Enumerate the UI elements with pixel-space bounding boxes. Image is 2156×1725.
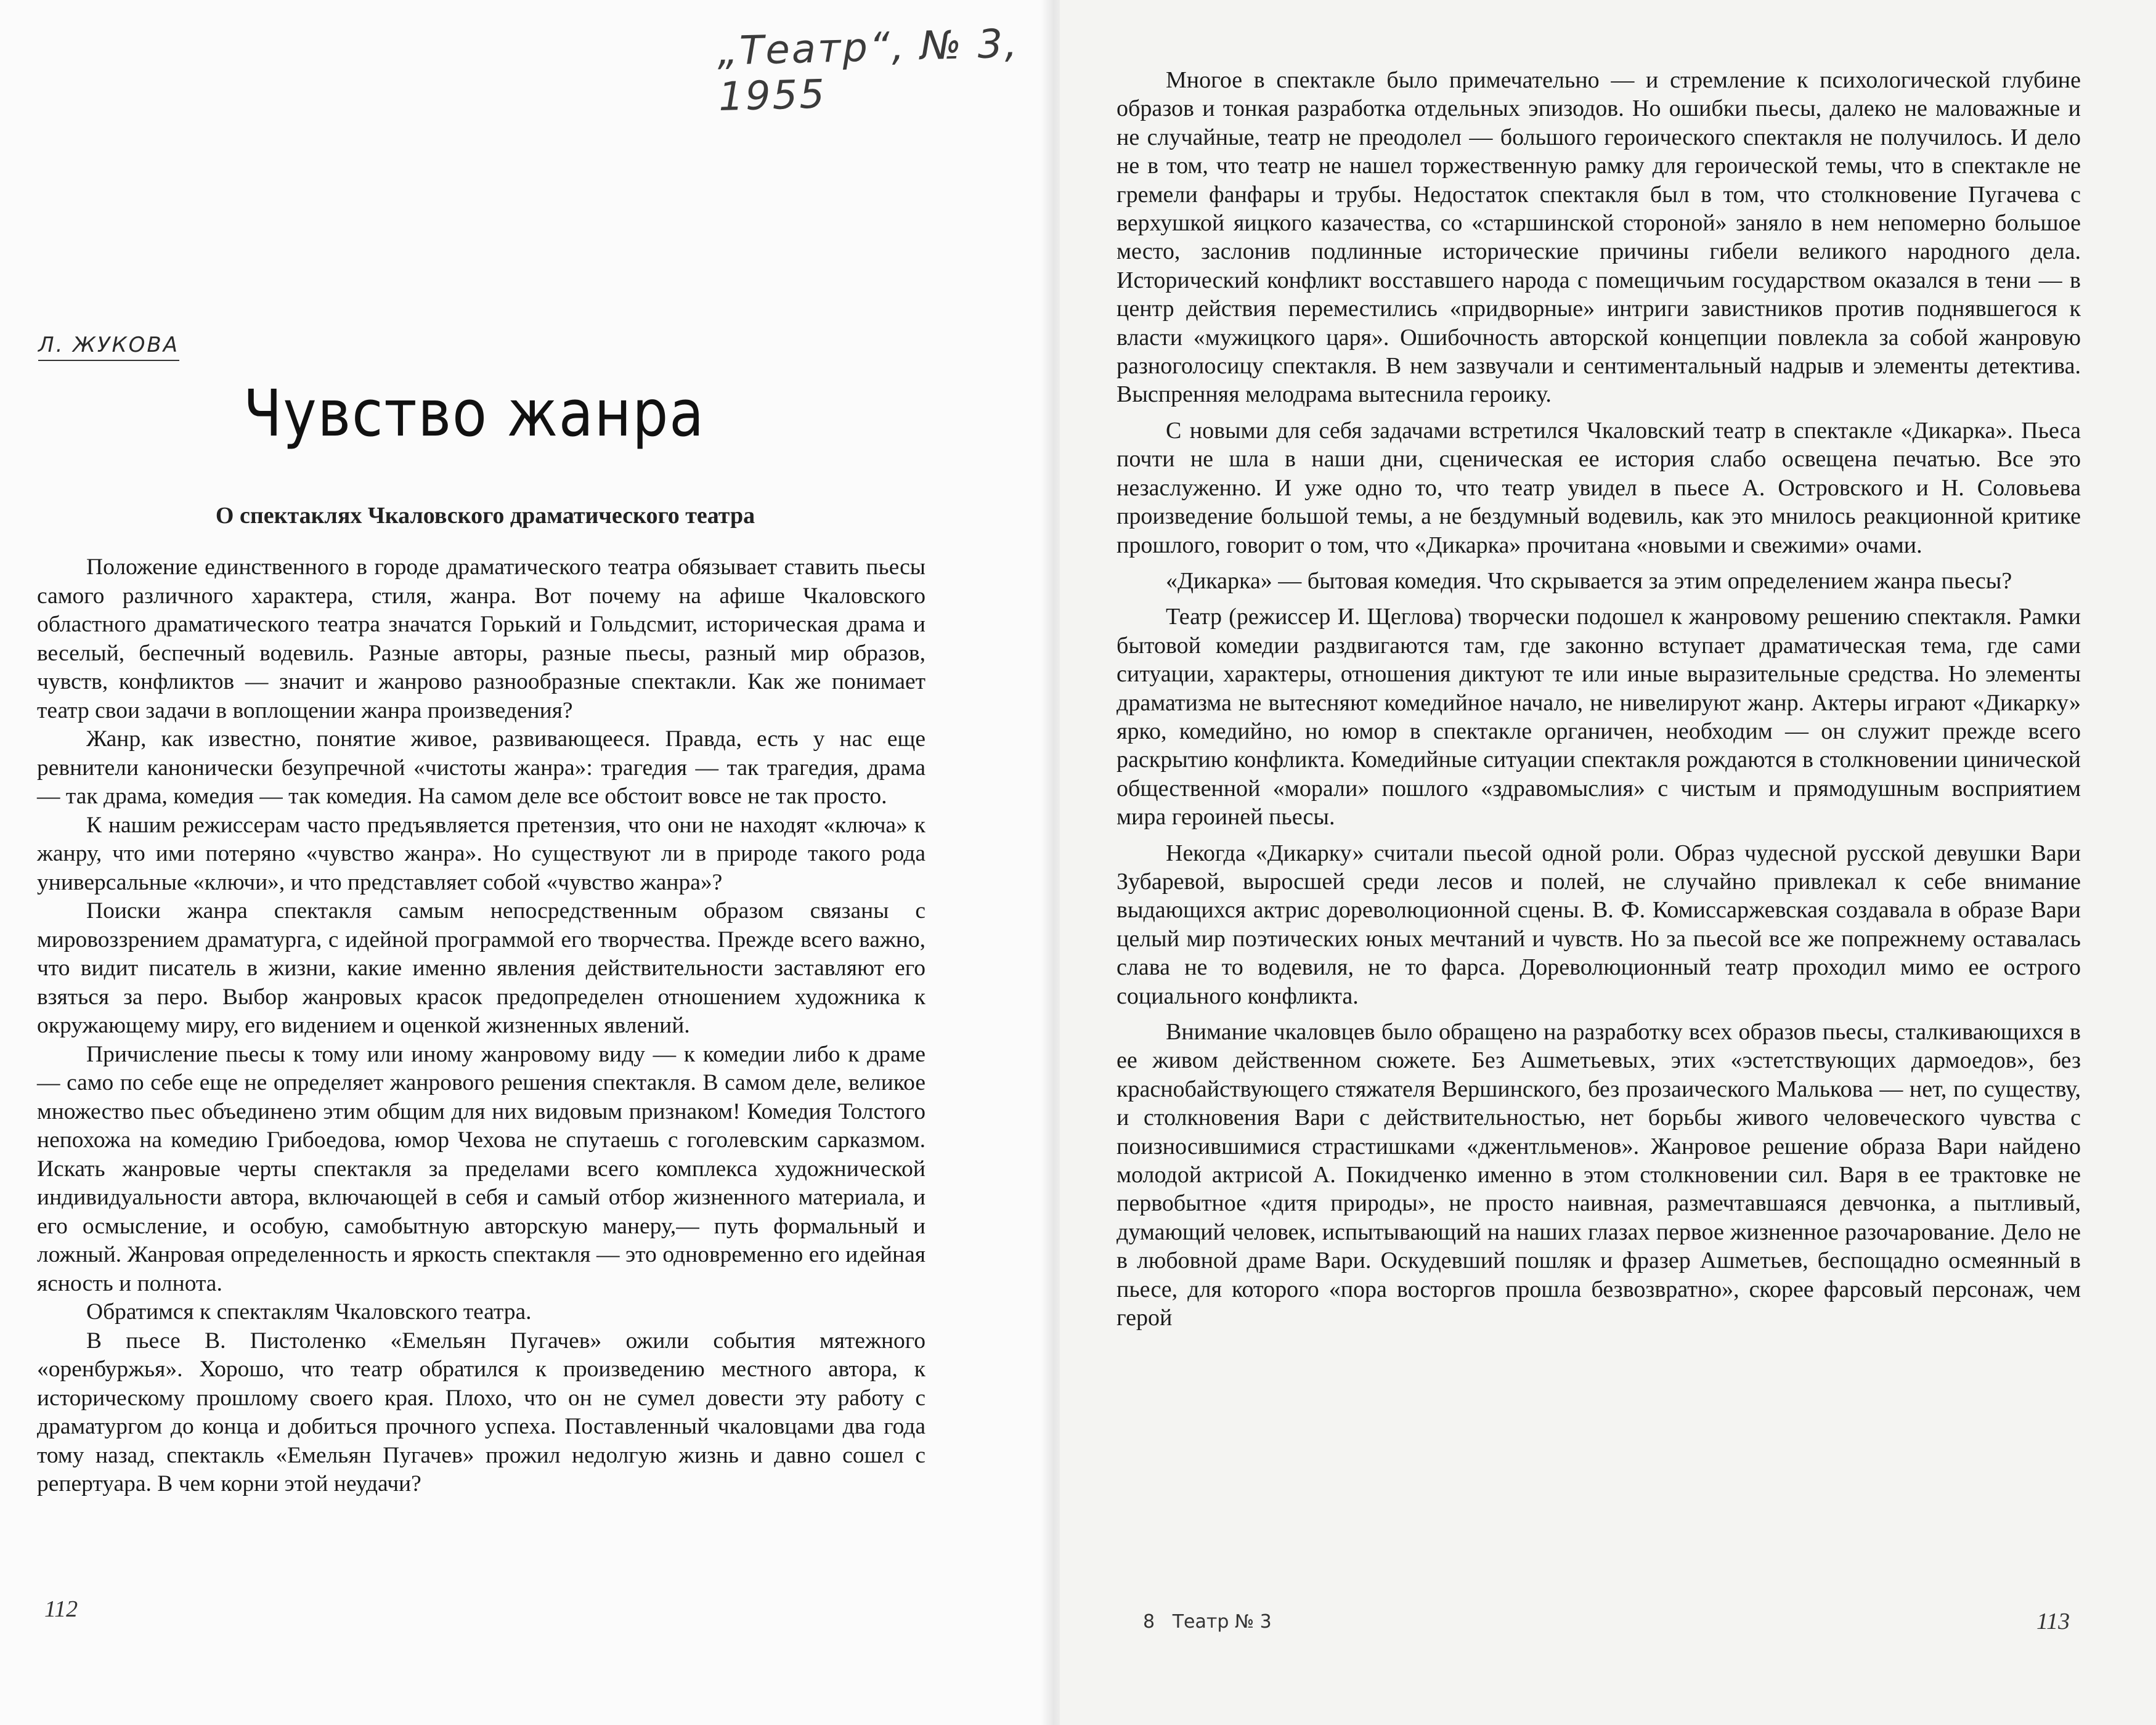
paragraph: К нашим режиссерам часто предъявляется претензия, что они не находят «ключа» к жанру, что ими потеряно «чувство жанра». Но существуют ли в природе такого рода универсальные «ключи», и что представляет собой «чувство жанра»? <box>37 812 925 895</box>
paragraph: Обратимся к спектаклям Чкаловского театра. <box>86 1299 532 1325</box>
paragraph: Жанр, как известно, понятие живое, развивающееся. Правда, есть у нас еще ревнители канонически безупречной «чистоты жанра»: трагедия — так трагедия, драма — так драма, комедия — так комедия. На самом деле все обстоит вовсе не так просто. <box>37 726 925 809</box>
paragraph: Театр (режиссер И. Щеглова) творчески подошел к жанровому решению спектакля. Рамки бытовой комедии раздвигаются там, где законно вступает драматическая тема, где сами ситуации, характеры, отношения диктуют те или иные выразительные средства. Но элементы драматизма не вытесняют комедийное начало, не нивелируют жанр. Актеры играют «Дикарку» ярко, комедийно, но юмор в спектакле органичен, необходим — он служит прежде всего раскрытию конфликта. Комедийные ситуации спектакля рождаются в столкновении цинической общественной «морали» пошлого «здравомыслия» с чистым и прямодушным восприятием мира героиней пьесы. <box>1117 604 2081 830</box>
paragraph: С новыми для себя задачами встретился Чкаловский театр в спектакле «Дикарка». Пьеса почти не шла в наши дни, сценическая ее история слабо освещена печатью. Все это незаслуженно. И уже одно то, что театр увидел в пьесе А. Островского и Н. Соловьева произведение большой темы, а не бездумный водевиль, как это мнилось реакционной критике прошлого, говорит о том, что «Дикарка» прочитана «новыми и свежими» очами. <box>1117 417 2081 558</box>
page-number-left: 112 <box>44 1596 78 1622</box>
article-title: Чувство жанра <box>243 376 705 451</box>
left-page <box>0 0 1047 1725</box>
paragraph: В пьесе В. Пистоленко «Емельян Пугачев» ожили события мятежного «оренбуржья». Хорошо, что театр обратился к произведению местного автора, к историческому прошлому своего края. Плохо, что он не сумел довести эту работу с драматургом до конца и добиться прочного успеха. Поставленный чкаловцами два года тому назад, спектакль «Емельян Пугачев» прожил недолгую жизнь и давно сошел с репертуара. В чем корни этой неудачи? <box>37 1328 925 1496</box>
left-text-column <box>37 553 925 1499</box>
paragraph: Поиски жанра спектакля самым непосредственным образом связаны с мировоззрением драматурга, с идейной программой его творчества. Прежде всего важно, что видит писатель в жизни, какие именно явления действительности заставляют его взяться за перо. Выбор жанровых красок предопределен отношением художника к окружающему миру, его видением и оценкой жизненных явлений. <box>37 898 925 1038</box>
author-name: Л. ЖУКОВА <box>38 333 179 361</box>
right-page <box>1060 0 2156 1725</box>
handwritten-note: „Театр“, № 3, 1955 <box>717 21 1020 120</box>
paragraph: Многое в спектакле было примечательно — и стремление к психологической глубине образов и тонкая разработка отдельных эпизодов. Но ошибки пьесы, далеко не маловажные и не случайные, театр не преодолел — большого героического спектакля не получилось. И дело не в том, что театр не нашел торжественную рамку для героической темы, что в спектакле не гремели фанфары и трубы. Недостаток спектакля был в том, что столкновение Пугачева с верхушкой яицкого казачества, со «старшинской стороной» заняло в нем непомерно большое место, заслонив подлинные исторические причины гибели великого народного дела. Исторический конфликт восставшего народа с помещичьим государством оказался в тени — в центр действия переместились «придворные» интриги завистников против поднявшегося к власти «мужицкого царя». Ошибочность авторской концепции повлекла за собой жанровую разноголосицу спектакля. В нем зазвучали и сентиментальный надрыв и элементы детектива. Выспренняя мелодрама вытеснила героику. <box>1117 67 2081 408</box>
paragraph: Некогда «Дикарку» считали пьесой одной роли. Образ чудесной русской девушки Вари Зубаревой, выросшей среди лесов и полей, не случайно привлекал к себе внимание выдающихся актрис дореволюционной сцены. В. Ф. Комиссаржевская создавала в образе Вари целый мир поэтических юных мечтаний и чувств. Но за пьесой все же попрежнему оставалась слава не то водевиля, не то фарса. Дореволюционный театр проходил мимо ее острого социального конфликта. <box>1117 840 2081 1009</box>
printer-signature-mark: 8 Театр № 3 <box>1143 1611 1272 1633</box>
paragraph: Причисление пьесы к тому или иному жанровому виду — к комедии либо к драме — само по себе еще не определяет жанрового решения спектакля. В самом деле, великое множество пьес объединено этим общим для них видовым признаком! Комедия Толстого непохожа на комедию Грибоедова, юмор Чехова не спутаешь с гоголевским сарказмом. Искать жанровые черты спектакля за пределами всего комплекса художнической индивидуальности автора, включающей в себя и самый отбор жизненного материала, и его осмысление, и особую, самобытную авторскую манеру,— путь формальный и ложный. Жанровая определенность и яркость спектакля — это одновременно его идейная ясность и полнота. <box>37 1041 925 1296</box>
page-number-right: 113 <box>2036 1609 2070 1634</box>
paragraph: «Дикарка» — бытовая комедия. Что скрывается за этим определением жанра пьесы? <box>1166 567 2012 594</box>
article-subtitle: О спектаклях Чкаловского драматического театра <box>215 503 755 529</box>
paragraph: Положение единственного в городе драматического театра обязывает ставить пьесы самого различного характера, стиля, жанра. Вот почему на афише Чкаловского областного драматического театра значатся Горький и Гольдсмит, историческая драма и веселый, беспечный водевиль. Разные авторы, разные пьесы, разный мир образов, чувств, конфликтов — значит и жанрово разнообразные спектакли. Как же понимает театр свои задачи в воплощении жанра произведения? <box>37 554 925 723</box>
paragraph: Внимание чкаловцев было обращено на разработку всех образов пьесы, сталкивающихся в ее живом действенном сюжете. Без Ашметьевых, этих «эстетствующих дармоедов», без краснобайствующего стяжателя Вершинского, без прозаического Малькова — нет, по существу, и столкновения Вари с действительностью, нет борьбы живого человеческого чувства с поизносившимися страстишками «джентльменов». Жанровое решение образа Вари найдено молодой актрисой А. Покидченко именно в этом столкновении сил. Варя в ее трактовке не первобытное «дитя природы», не просто наивная, размечтавшаяся девчонка, а пытливый, думающий человек, испытывающий на наших глазах первое жизненное разочарование. Дело не в любовной драме Вари. Оскудевший пошляк и фразер Ашметьев, беспощадно осмеянный в пьесе, для которого «пора восторгов прошла безвозвратно», скорее фарсовый персонаж, чем герой <box>1117 1019 2081 1331</box>
right-text-column <box>1117 66 2081 1332</box>
